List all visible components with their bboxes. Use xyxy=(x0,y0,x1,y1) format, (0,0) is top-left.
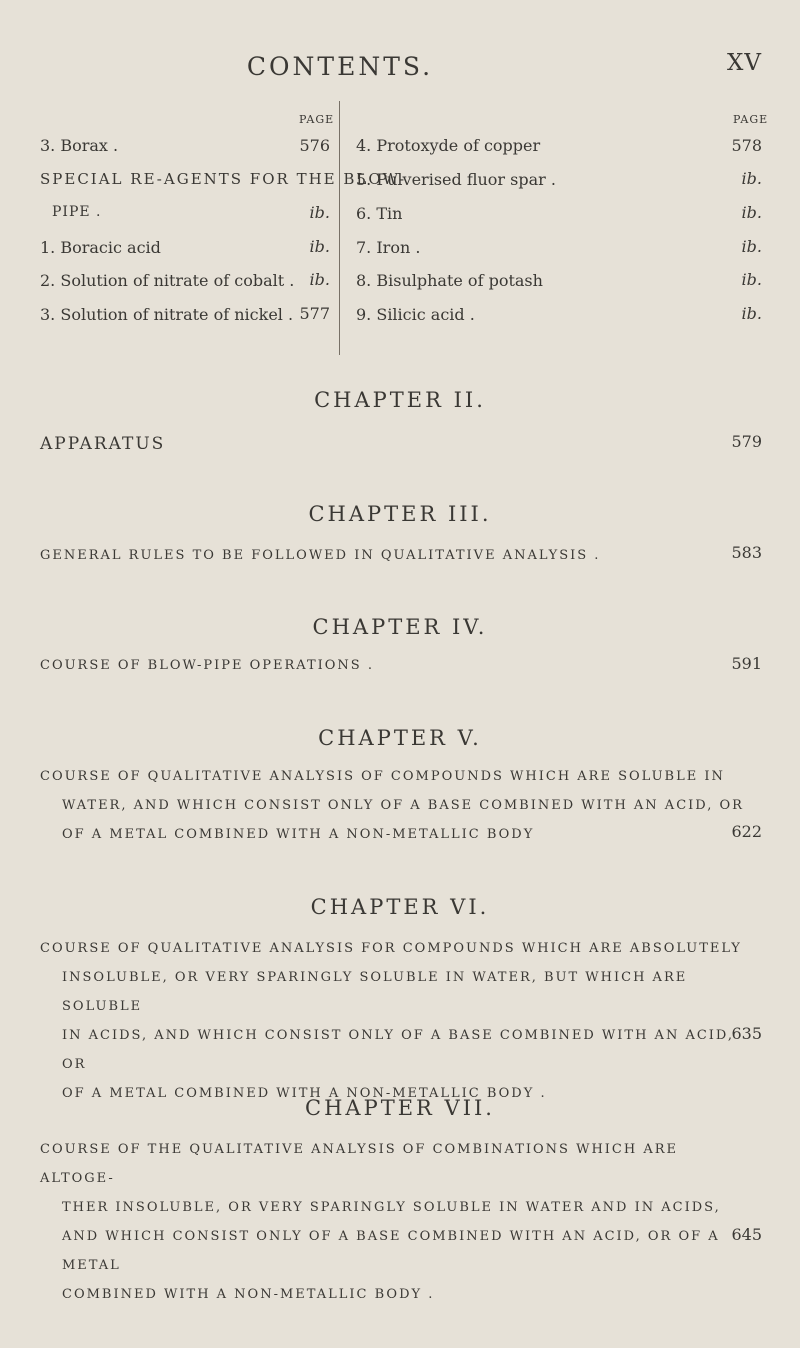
toc-page-number: ib. xyxy=(741,270,762,289)
toc-entry: 7. Iron . xyxy=(356,238,421,257)
page-column-label-left: PAGE xyxy=(299,113,335,126)
toc-page-number: 576 xyxy=(299,136,330,155)
chapter-title: COURSE OF BLOW-PIPE OPERATIONS . xyxy=(40,658,374,673)
toc-page-number: 645 xyxy=(731,1225,762,1244)
toc-entry: 1. Boracic acid xyxy=(40,238,161,257)
toc-page-number: 577 xyxy=(299,304,330,323)
chapter-title: COURSE OF THE QUALITATIVE ANALYSIS OF COMBINATIONS WHICH ARE ALTOGE- THER INSOLUBLE, OR VERY SPARINGLY SOLUBLE IN WATER AND IN ACIDS, AND WHICH CONSIST ONLY OF A BASE COMBINED WITH AN ACID, OR OF A METAL COMBINED WITH A NON-METALLIC BODY . xyxy=(40,1142,721,1302)
toc-entry: 3. Solution of nitrate of nickel . xyxy=(40,305,294,324)
toc-page-number: ib. xyxy=(741,169,762,188)
toc-page-number: ib. xyxy=(741,203,762,222)
toc-entry: 3. Borax . xyxy=(40,136,119,155)
toc-page-number: 578 xyxy=(731,136,762,155)
chapter-heading: CHAPTER II. xyxy=(314,388,486,412)
chapter-heading: CHAPTER VI. xyxy=(310,895,490,919)
toc-entry: 8. Bisulphate of potash xyxy=(356,271,543,290)
toc-entry: PIPE . xyxy=(52,204,102,220)
chapter-heading: CHAPTER IV. xyxy=(312,615,488,639)
chapter-title: COURSE OF QUALITATIVE ANALYSIS OF COMPOUNDS WHICH ARE SOLUBLE IN WATER, AND WHICH CONSIST ONLY OF A BASE COMBINED WITH AN ACID, OR OF A METAL COMBINED WITH A NON-METALLIC BODY xyxy=(40,769,744,842)
toc-entry: SPECIAL RE-AGENTS FOR THE BLOW- xyxy=(40,170,407,188)
toc-page-number: 579 xyxy=(731,432,762,451)
chapter-title: APPARATUS xyxy=(40,434,166,454)
chapter-title: COURSE OF QUALITATIVE ANALYSIS FOR COMPOUNDS WHICH ARE ABSOLUTELY INSOLUBLE, OR VERY SPARINGLY SOLUBLE IN WATER, BUT WHICH ARE SOLUBLE IN ACIDS, AND WHICH CONSIST ONLY OF A BASE COMBINED WITH AN ACID, OR OF A METAL COMBINED WITH A NON-METALLIC BODY . xyxy=(40,941,742,1101)
toc-page-number: 635 xyxy=(731,1024,762,1043)
toc-page-number: ib. xyxy=(309,237,330,256)
toc-page-number: ib. xyxy=(741,237,762,256)
chapter-heading: CHAPTER V. xyxy=(318,726,482,750)
toc-entry: 4. Protoxyde of copper xyxy=(356,136,541,155)
column-divider xyxy=(339,101,340,355)
toc-page-number: 622 xyxy=(731,822,762,841)
toc-entry: 9. Silicic acid . xyxy=(356,305,475,324)
toc-entry: 2. Solution of nitrate of cobalt . xyxy=(40,271,295,290)
toc-page-number: ib. xyxy=(309,203,330,222)
chapter-heading: CHAPTER III. xyxy=(308,502,492,526)
toc-entry: 6. Tin xyxy=(356,204,403,223)
toc-page-number: ib. xyxy=(741,304,762,323)
toc-entry: 5. Pulverised fluor spar . xyxy=(356,170,556,189)
chapter-title: GENERAL RULES TO BE FOLLOWED IN QUALITATIVE ANALYSIS . xyxy=(40,548,601,563)
page-folio: XV xyxy=(727,50,762,76)
page-column-label-right: PAGE xyxy=(733,113,769,126)
toc-page-number: 583 xyxy=(731,543,762,562)
toc-page-number: ib. xyxy=(309,270,330,289)
running-title: CONTENTS. xyxy=(246,52,434,81)
chapter-heading: CHAPTER VII. xyxy=(305,1096,495,1120)
toc-page-number: 591 xyxy=(731,654,762,673)
